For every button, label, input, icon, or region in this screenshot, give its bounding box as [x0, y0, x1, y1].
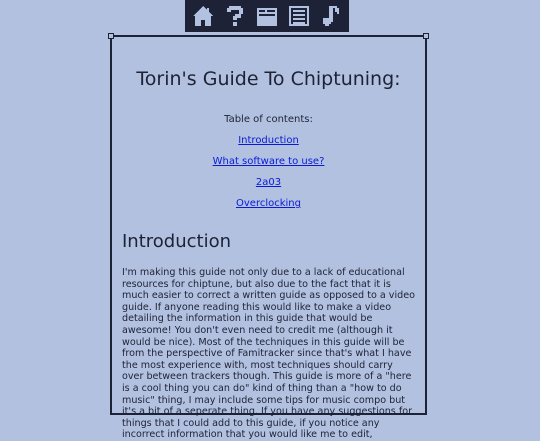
section-heading-introduction: Introduction [122, 231, 232, 252]
home-icon [191, 4, 215, 28]
toc-title: Table of contents: [224, 114, 313, 125]
music-note-icon [319, 4, 343, 28]
question-icon [223, 4, 247, 28]
nav-guides-button[interactable] [251, 0, 283, 32]
content-panel [110, 35, 427, 441]
nav-notes-button[interactable] [283, 0, 315, 32]
toc-link-2a03[interactable]: 2a03 [255, 177, 282, 188]
nav-help-button[interactable] [219, 0, 251, 32]
nav-music-button[interactable] [315, 0, 347, 32]
intro-paragraph: I'm making this guide not only due to a lack of educational resources for chiptune, but also due to the fact that it is much easier to correct a written guide as opposed to a video guide. If anyone reading this would like to make a video detailing the information in this guide that would be awesome! You don't even need to credit me (although it would be nice). Most of the techniques in this guide will be from the perspective of Famitracker since that's what I have the most experience with, most techniques should carry over between trackers though. This guide is more of a "here is a cool thing you can do" kind of thing than a "how to do music" thing, I may include some tips for music compo but it's a bit of a seperate thing. If you have any suggestions for things that I could add to this guide, if you notice any incorrect information that you would like me to edit, [122, 267, 416, 441]
toc-link-introduction[interactable]: Introduction [238, 135, 299, 146]
top-nav-bar [185, 0, 349, 32]
panel-corner-left [108, 33, 114, 39]
nav-home-button[interactable] [187, 0, 219, 32]
panel-corner-right [423, 33, 429, 39]
toc-link-overclocking[interactable]: Overclocking [236, 198, 301, 209]
toc-link-software[interactable]: What software to use? [212, 156, 325, 167]
document-icon [287, 4, 311, 28]
folder-icon [255, 4, 279, 28]
page-title: Torin's Guide To Chiptuning: [136, 68, 401, 90]
